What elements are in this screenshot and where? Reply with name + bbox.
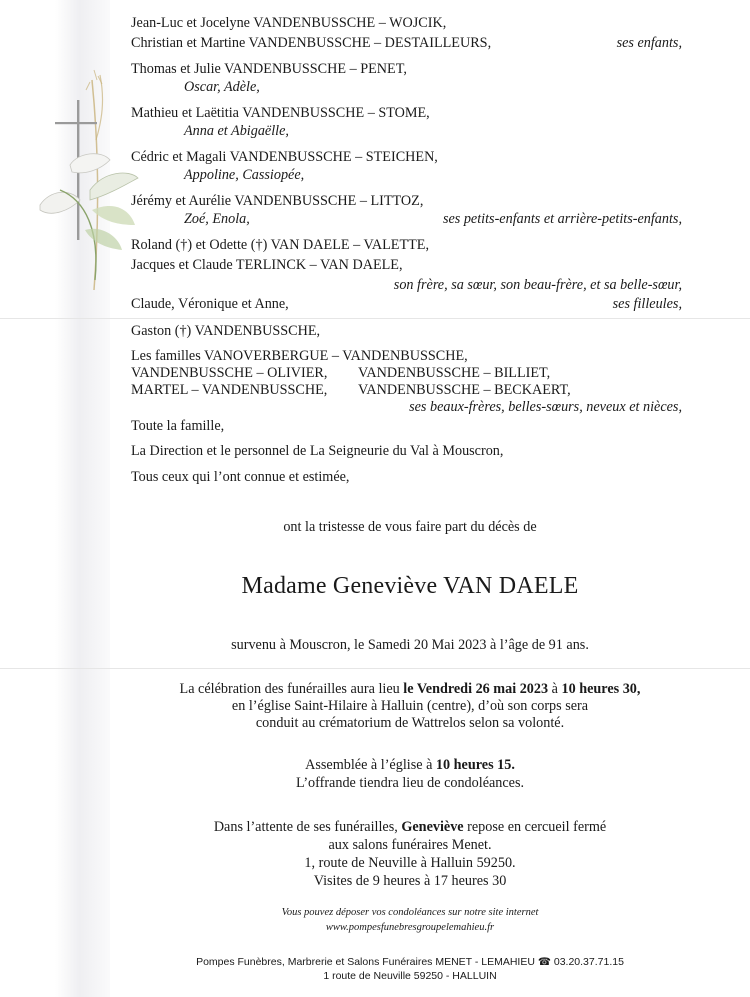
children-line: Oscar, Adèle,: [184, 79, 260, 95]
footer-line: Pompes Funèbres, Marbrerie et Salons Funéraires MENET - LEMAHIEU ☎ 03.20.37.71.15: [196, 956, 624, 968]
visit-name: Geneviève: [401, 819, 464, 835]
role-label: ses filleules,: [612, 296, 682, 312]
role-label: ses enfants,: [616, 35, 682, 51]
families-line: Les familles VANOVERBERGUE – VANDENBUSSCHE,: [131, 348, 468, 364]
visit-line: aux salons funéraires Menet.: [328, 837, 492, 853]
others-line: La Direction et le personnel de La Seigneurie du Val à Mouscron,: [131, 443, 504, 459]
death-details: survenu à Mouscron, le Samedi 20 Mai 2023 à l’âge de 91 ans.: [231, 637, 589, 653]
families-line: MARTEL – VANDENBUSSCHE,: [131, 382, 328, 398]
announcement-text: ont la tristesse de vous faire part du décès de: [283, 519, 537, 535]
gaston-line: Gaston (†) VANDENBUSSCHE,: [131, 323, 321, 339]
ceremony-time: 10 heures 30,: [561, 681, 641, 697]
families-line: VANDENBUSSCHE – OLIVIER,: [131, 365, 328, 381]
visit-line: 1, route de Neuville à Halluin 59250.: [304, 855, 516, 871]
family-line: Thomas et Julie VANDENBUSSCHE – PENET,: [131, 61, 407, 77]
others-line: Tous ceux qui l’ont connue et estimée,: [131, 469, 350, 485]
families-line: VANDENBUSSCHE – BECKAERT,: [358, 382, 571, 398]
visit-line: Visites de 9 heures à 17 heures 30: [313, 873, 507, 889]
cross-lily-image: [30, 60, 140, 300]
others-line: Toute la famille,: [131, 418, 225, 434]
children-line: Zoé, Enola,: [184, 211, 250, 227]
family-line: Jérémy et Aurélie VANDENBUSSCHE – LITTOZ,: [131, 193, 424, 209]
godchildren-line: Claude, Véronique et Anne,: [131, 296, 289, 312]
family-line: Cédric et Magali VANDENBUSSCHE – STEICHEN,: [131, 149, 438, 165]
children-line: Anna et Abigaëlle,: [184, 123, 289, 139]
role-label: ses beaux-frères, belles-sœurs, neveux et nièces,: [409, 399, 682, 415]
children-line: Appoline, Cassiopée,: [184, 167, 305, 183]
online-text: Vous pouvez déposer vos condoléances sur notre site internet: [281, 907, 539, 918]
ceremony-line: La célébration des funérailles aura lieu le Vendredi 26 mai 2023 à 10 heures 30,: [179, 681, 641, 697]
ceremony-line: conduit au crématorium de Wattrelos selon sa volonté.: [255, 715, 565, 731]
assembly-line: Assemblée à l’église à 10 heures 15.: [305, 757, 515, 773]
family-line: Mathieu et Laëtitia VANDENBUSSCHE – STOME,: [131, 105, 430, 121]
family-line: Jean-Luc et Jocelyne VANDENBUSSCHE – WOJCIK,: [131, 15, 447, 31]
assembly-time: 10 heures 15.: [435, 757, 515, 773]
deceased-name: Madame Geneviève VAN DAELE: [241, 573, 579, 599]
fold-line: [0, 318, 750, 319]
website-link[interactable]: www.pompesfunebresgroupelemahieu.fr: [325, 922, 495, 933]
assembly-line: L’offrande tiendra lieu de condoléances.: [295, 775, 525, 791]
visit-line: Dans l’attente de ses funérailles, Geneviève repose en cercueil fermé: [213, 819, 607, 835]
family-line: Christian et Martine VANDENBUSSCHE – DESTAILLEURS,: [131, 35, 492, 51]
footer-address: 1 route de Neuville 59250 - HALLUIN: [323, 970, 497, 982]
sibling-line: Jacques et Claude TERLINCK – VAN DAELE,: [131, 257, 403, 273]
ceremony-line: en l’église Saint-Hilaire à Halluin (centre), d’où son corps sera: [231, 698, 589, 714]
phone-icon: ☎: [537, 956, 551, 968]
fold-line: [0, 668, 750, 669]
sibling-line: Roland (†) et Odette (†) VAN DAELE – VALETTE,: [131, 237, 430, 253]
phone-number: 03.20.37.71.15: [553, 956, 624, 968]
ceremony-date: le Vendredi 26 mai 2023: [403, 681, 549, 697]
role-label: ses petits-enfants et arrière-petits-enfants,: [442, 211, 682, 227]
families-line: VANDENBUSSCHE – BILLIET,: [358, 365, 551, 381]
role-label: son frère, sa sœur, son beau-frère, et sa belle-sœur,: [393, 277, 682, 293]
